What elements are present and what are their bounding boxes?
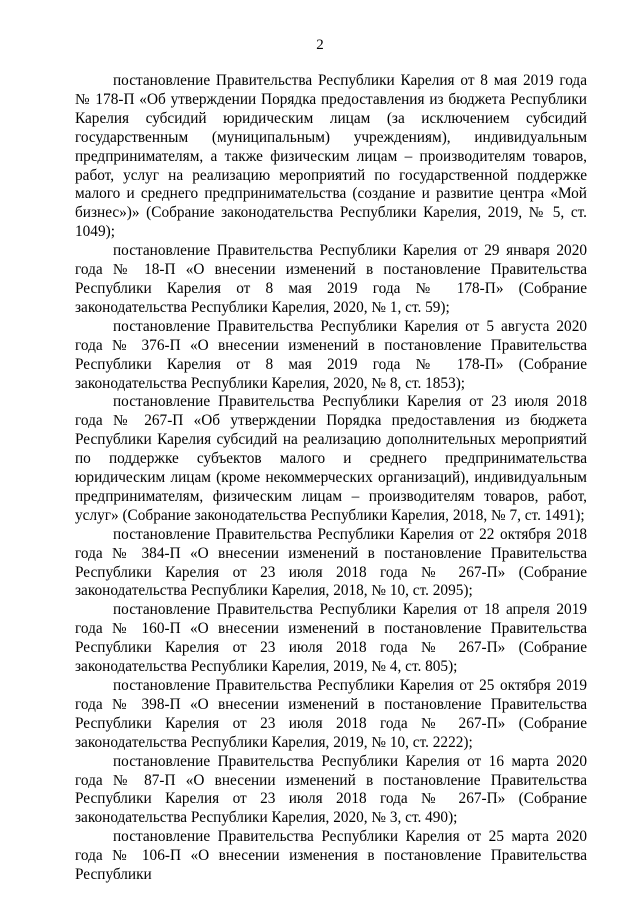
paragraph-resolution-87p: постановление Правительства Республики Карелия от 16 марта 2020 года № 87-П «О внесении изменений в постановление Правительства Республики Карелия от 23 июля 2018 года № 267-П» (Собрание законодательства Республики Карелия, 2020, № 3, ст. 490); — [75, 752, 587, 827]
paragraph-resolution-267p: постановление Правительства Республики Карелия от 23 июля 2018 года № 267-П «Об утверждении Порядка предоставления из бюджета Республики Карелия субсидий на реализацию дополнительных мероприятий по поддержке субъектов малого и среднего предпринимательства юридическим лицам (кроме некоммерческих организаций), индивидуальным предпринимателям, физическим лицам – производителям товаров, работ, услуг» (Собрание законодательства Республики Карелия, 2018, № 7, ст. 1491); — [75, 393, 587, 524]
paragraph-resolution-398p: постановление Правительства Республики Карелия от 25 октября 2019 года № 398-П «О внесении изменений в постановление Правительства Республики Карелия от 23 июля 2018 года № 267-П» (Собрание законодательства Республики Карелия, 2019, № 10, ст. 2222); — [75, 677, 587, 751]
paragraph-resolution-18p: постановление Правительства Республики Карелия от 29 января 2020 года № 18-П «О внесении изменений в постановление Правительства Республики Карелия от 8 мая 2019 года № 178-П» (Собрание законодательства Республики Карелия, 2020, № 1, ст. 59); — [75, 242, 587, 316]
paragraph-resolution-160p: постановление Правительства Республики Карелия от 18 апреля 2019 года № 160-П «О внесении изменений в постановление Правительства Республики Карелия от 23 июля 2018 года № 267-П» (Собрание законодательства Республики Карелия, 2019, № 4, ст. 805); — [75, 601, 587, 676]
paragraph-resolution-384p: постановление Правительства Республики Карелия от 22 октября 2018 года № 384-П «О внесении изменений в постановление Правительства Республики Карелия от 23 июля 2018 года № 267-П» (Собрание законодательства Республики Карелия, 2018, № 10, ст. 2095); — [75, 525, 587, 600]
paragraph-resolution-106p: постановление Правительства Республики Карелия от 25 марта 2020 года № 106-П «О внесении изменения в постановление Правительства Республики — [75, 828, 587, 884]
page-number: 2 — [316, 37, 324, 53]
paragraph-resolution-178p: постановление Правительства Республики Карелия от 8 мая 2019 года № 178-П «Об утверждении Порядка предоставления из бюджета Республики Карелия субсидий юридическим лицам (за исключением субсидий государственным (муниципальным) учреждениям), индивидуальным предпринимателям, а также физическим лицам – производителям товаров, работ, услуг на реализацию мероприятий по государственной поддержке малого и среднего предпринимательства (создание и развитие центра «Мой бизнес»)» (Собрание законодательства Республики Карелия, 2019, № 5, ст. 1049); — [75, 72, 587, 241]
document-body — [75, 72, 587, 885]
paragraph-resolution-376p: постановление Правительства Республики Карелия от 5 августа 2020 года № 376-П «О внесении изменений в постановление Правительства Республики Карелия от 8 мая 2019 года № 178-П» (Собрание законодательства Республики Карелия, 2020, № 8, ст. 1853); — [75, 317, 587, 392]
